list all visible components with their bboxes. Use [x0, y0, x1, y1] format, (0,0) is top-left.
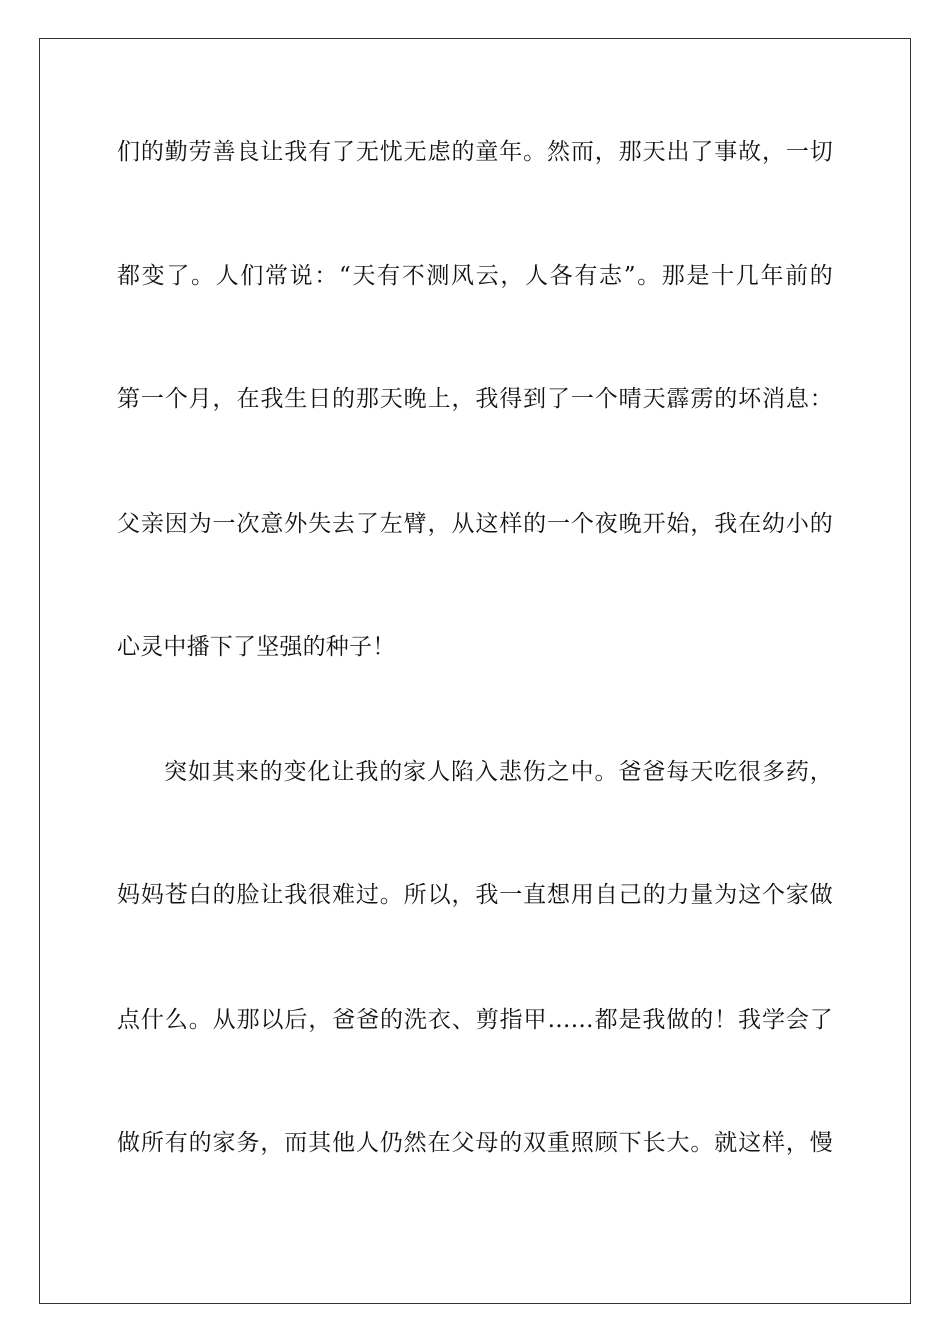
text-line-7: 妈妈苍白的脸让我很难过。所以，我一直想用自己的力量为这个家做 — [117, 882, 833, 908]
text-line-4: 父亲因为一次意外失去了左臂，从这样的一个夜晚开始，我在幼小的 — [117, 511, 833, 537]
page-frame — [39, 38, 911, 1304]
text-line-1: 们的勤劳善良让我有了无忧无虑的童年。然而，那天出了事故，一切 — [117, 139, 833, 165]
text-line-8: 点什么。从那以后，爸爸的洗衣、剪指甲……都是我做的！我学会了 — [117, 1007, 833, 1033]
text-line-2: 都变了。人们常说：“天有不测风云，人各有志”。那是十几年前的 — [117, 263, 833, 289]
paragraph-start-line: 突如其来的变化让我的家人陷入悲伤之中。爸爸每天吃很多药， — [164, 759, 833, 785]
text-line-5: 心灵中播下了坚强的种子！ — [117, 634, 396, 660]
text-line-3: 第一个月，在我生日的那天晚上，我得到了一个晴天霹雳的坏消息： — [117, 386, 833, 412]
text-line-9: 做所有的家务，而其他人仍然在父母的双重照顾下长大。就这样，慢 — [117, 1130, 833, 1156]
